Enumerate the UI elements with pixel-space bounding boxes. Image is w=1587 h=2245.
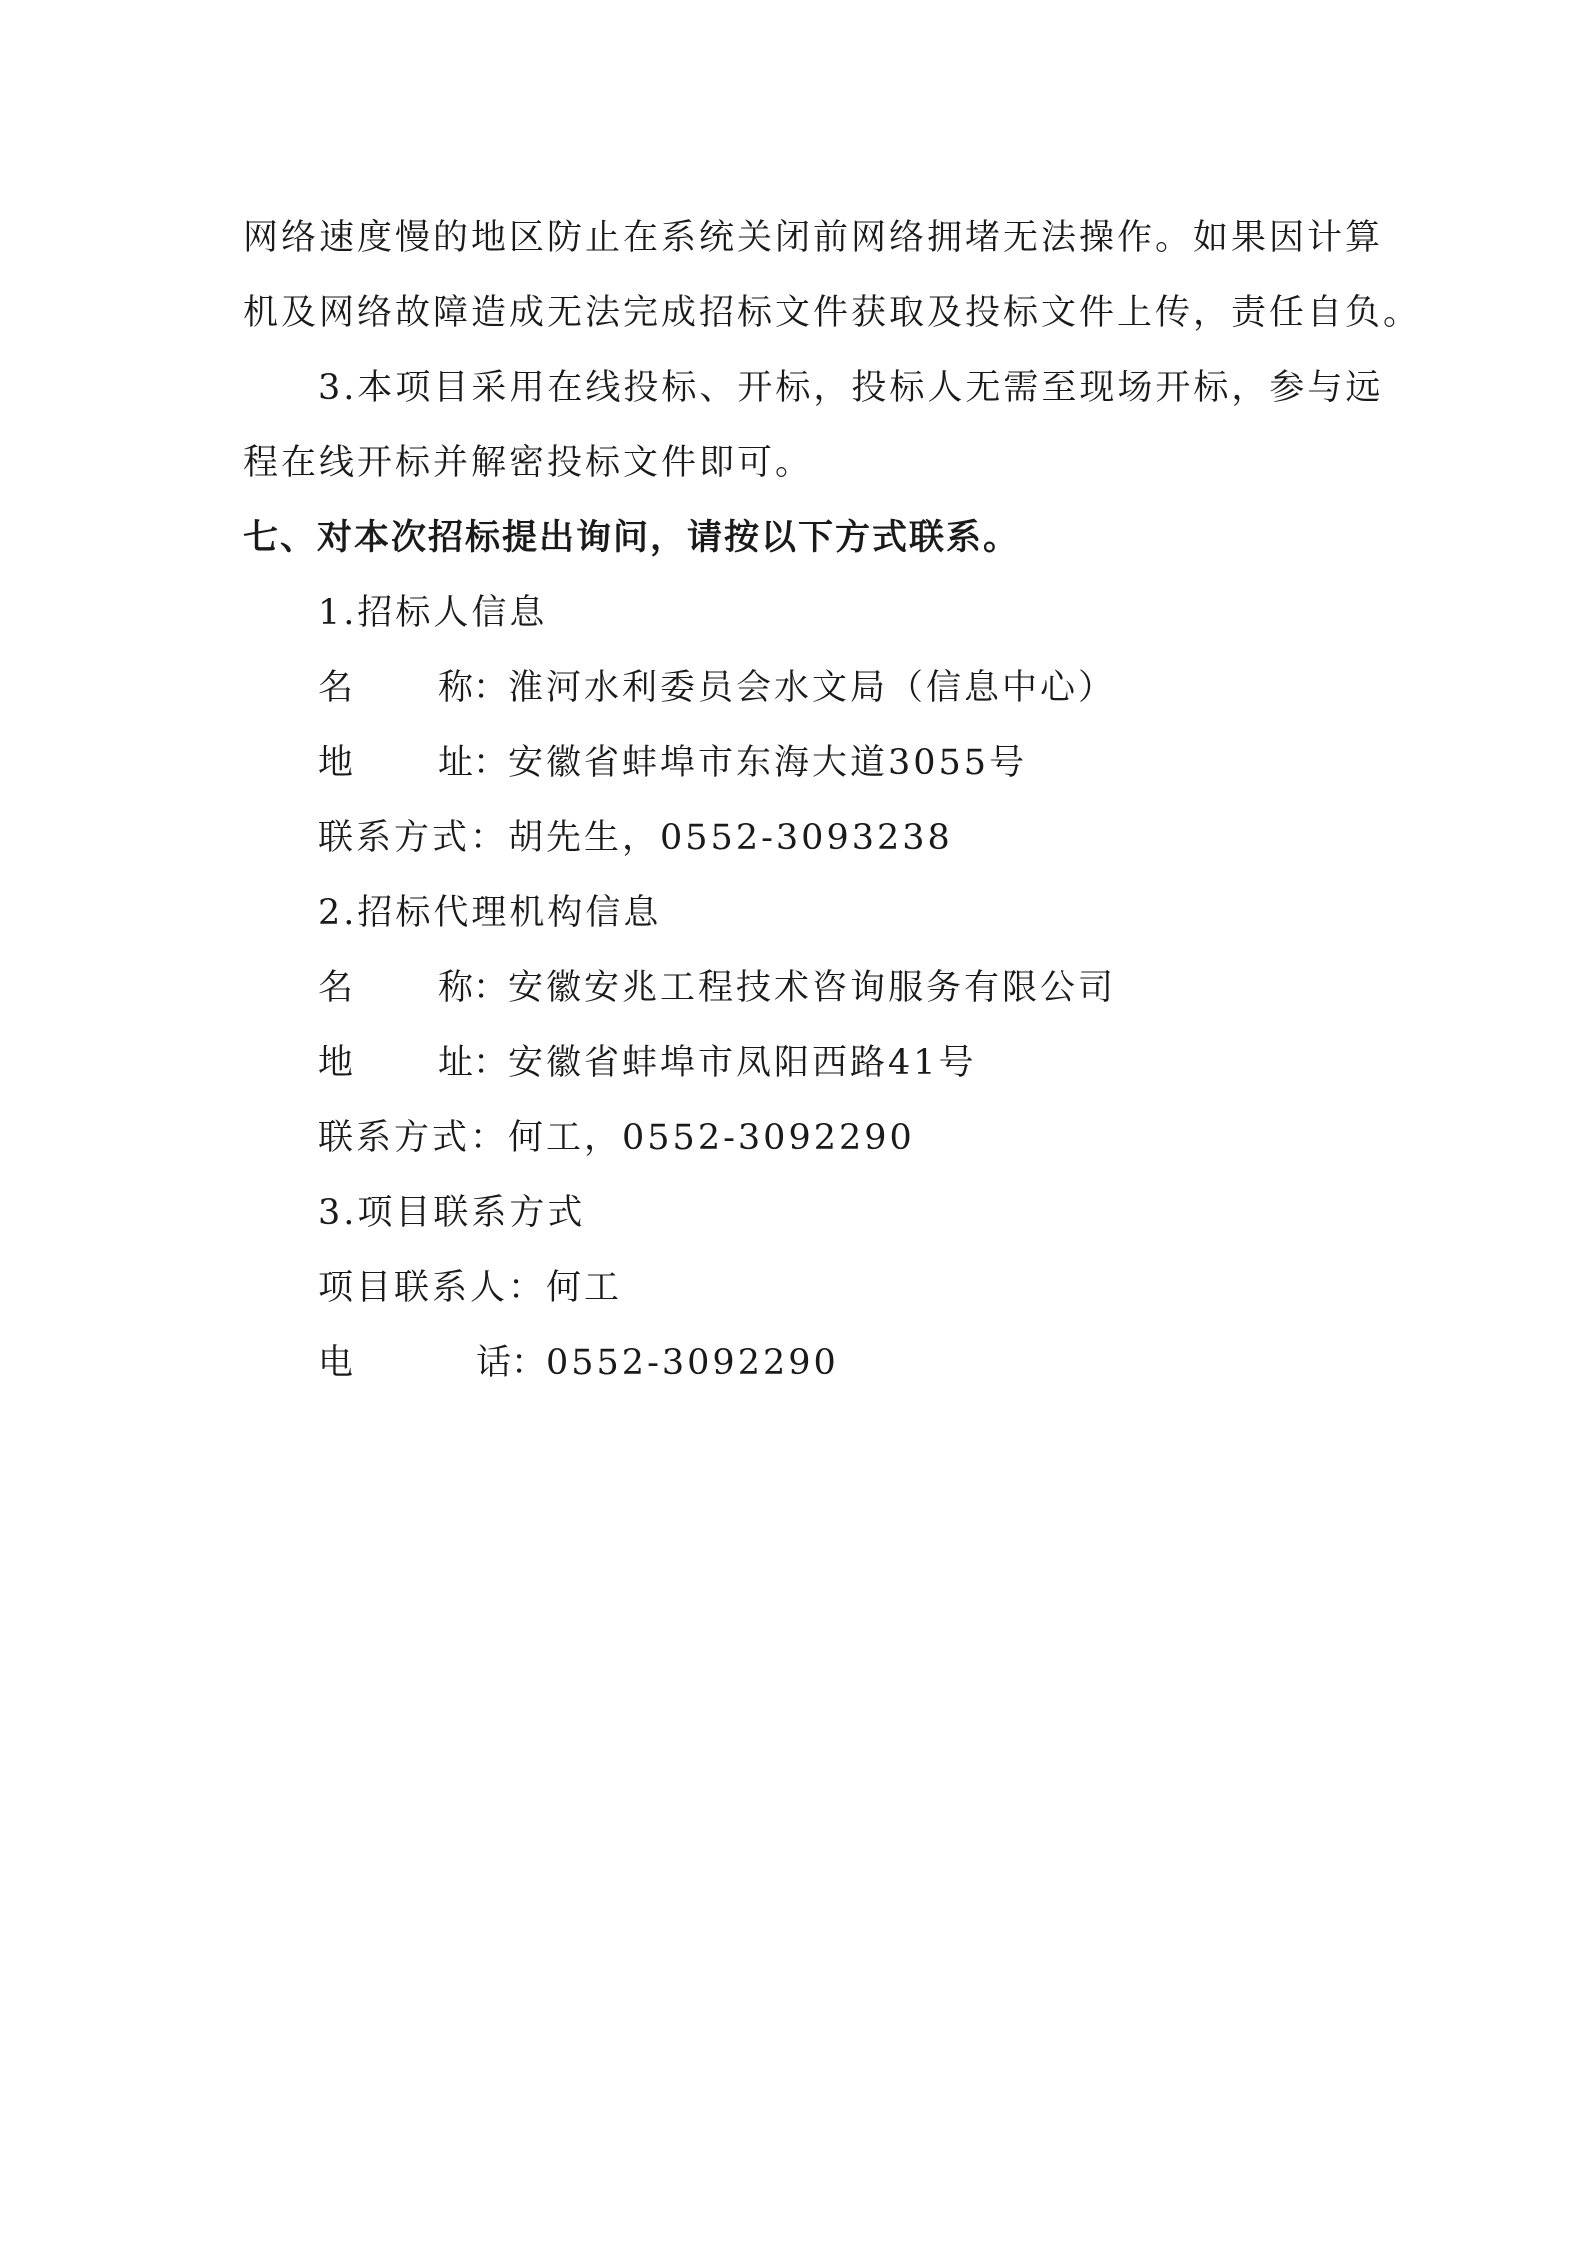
address-label-char: 地 (318, 743, 354, 783)
name-label-char: 名 (318, 968, 354, 1008)
contact-label: 联系方式： (318, 1118, 509, 1158)
tenderer-contact-value: 胡先生，0552-3093238 (508, 818, 953, 858)
agency-name-row (318, 966, 1116, 1010)
paragraph-line: 机及网络故障造成无法完成招标文件获取及投标文件上传，责任自负。 (243, 293, 1422, 333)
project-person-value: 何工 (546, 1268, 623, 1308)
phone-label-char: 电 (318, 1343, 354, 1383)
address-label-char: 地 (318, 1043, 354, 1083)
agency-address-row (318, 1041, 977, 1085)
tenderer-name-row (318, 666, 1116, 710)
name-label-suffix: 称： (437, 968, 508, 1008)
tenderer-address-value: 安徽省蚌埠市东海大道3055号 (508, 743, 1028, 783)
address-label-suffix: 址： (437, 743, 508, 783)
agency-name-value: 安徽安兆工程技术咨询服务有限公司 (508, 968, 1117, 1008)
paragraph-line: 网络速度慢的地区防止在系统关闭前网络拥堵无法操作。如果因计算 (243, 218, 1384, 258)
tenderer-contact-row (318, 816, 953, 860)
phone-label (318, 1341, 546, 1385)
name-label (318, 966, 508, 1010)
name-label (318, 666, 508, 710)
project-person-row (318, 1266, 622, 1310)
name-label-suffix: 称： (437, 668, 508, 708)
phone-label-suffix: 话： (475, 1343, 546, 1383)
item-3-line: 3.本项目采用在线投标、开标，投标人无需至现场开标，参与远 (318, 368, 1384, 408)
project-phone-value: 0552-3092290 (546, 1343, 839, 1383)
section-heading: 七、对本次招标提出询问，请按以下方式联系。 (243, 518, 1021, 558)
contact-label: 联系方式： (318, 818, 509, 858)
agency-title: 2.招标代理机构信息 (318, 893, 662, 933)
address-label (318, 741, 508, 785)
project-contact-title: 3.项目联系方式 (318, 1193, 586, 1233)
agency-contact-value: 何工，0552-3092290 (508, 1118, 915, 1158)
address-label-suffix: 址： (437, 1043, 508, 1083)
project-phone-row (318, 1341, 839, 1385)
tenderer-title: 1.招标人信息 (318, 593, 548, 633)
agency-contact-row (318, 1116, 915, 1160)
agency-address-value: 安徽省蚌埠市凤阳西路41号 (508, 1043, 977, 1083)
tenderer-address-row (318, 741, 1027, 785)
address-label (318, 1041, 508, 1085)
name-label-char: 名 (318, 668, 354, 708)
tenderer-name-value: 淮河水利委员会水文局（信息中心） (508, 668, 1117, 708)
item-3-line: 程在线开标并解密投标文件即可。 (243, 443, 814, 483)
person-label: 项目联系人： (318, 1268, 547, 1308)
